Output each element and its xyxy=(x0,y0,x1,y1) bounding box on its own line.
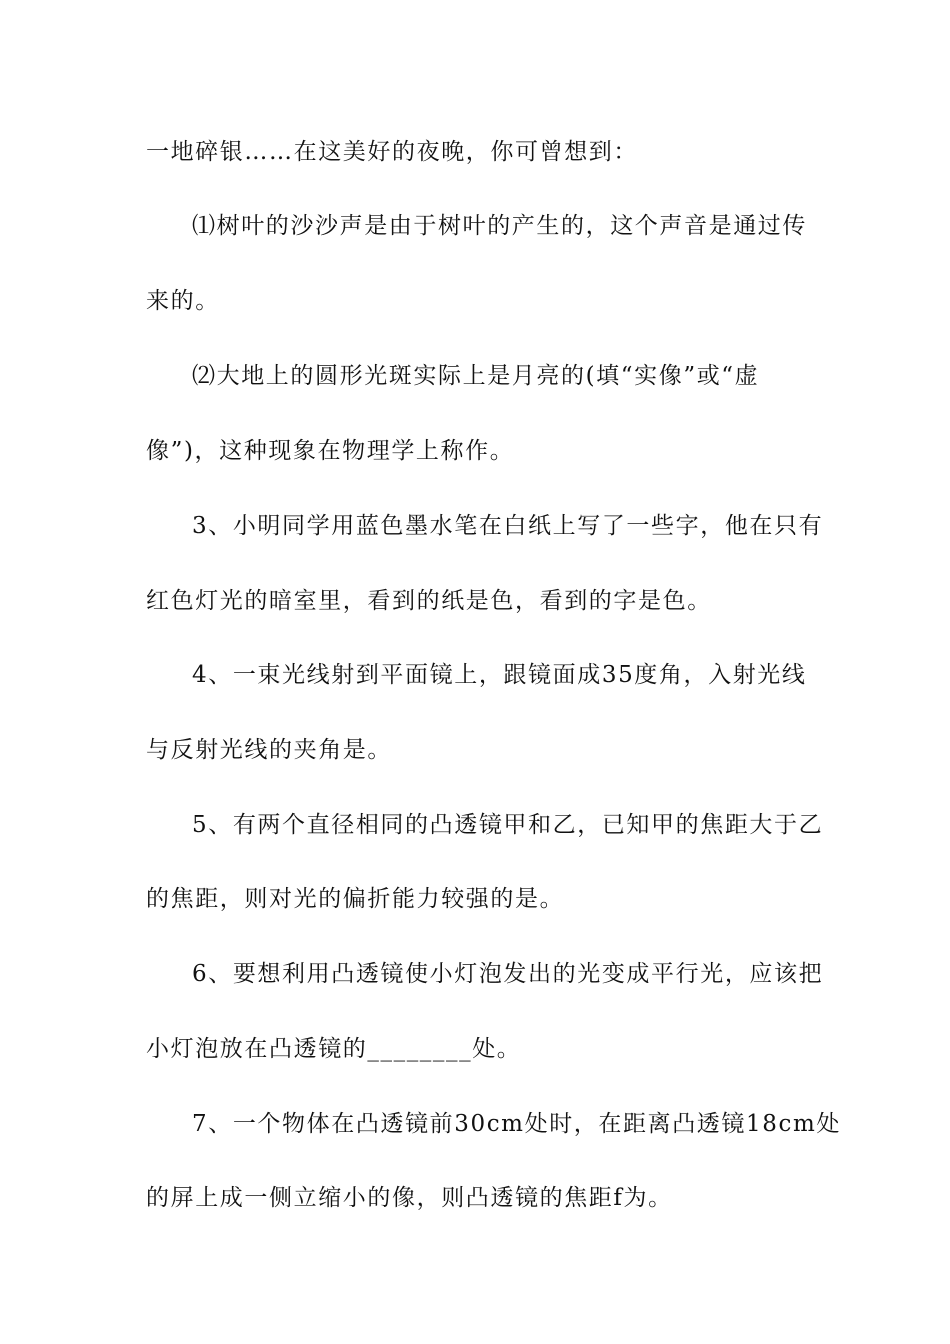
text-line-q3-b: 红色灯光的暗室里，看到的纸是色，看到的字是色。 xyxy=(146,588,712,614)
text-line-q5-b: 的焦距，则对光的偏折能力较强的是。 xyxy=(146,886,565,912)
text-line-q3-a: 3、小明同学用蓝色墨水笔在白纸上写了一些字，他在只有 xyxy=(192,513,824,539)
text-line-q2-part2-b: 像”)，这种现象在物理学上称作。 xyxy=(146,438,515,464)
text-line-q6-a: 6、要想利用凸透镜使小灯泡发出的光变成平行光，应该把 xyxy=(192,961,824,987)
text-line-q2-part1-a: ⑴树叶的沙沙声是由于树叶的产生的，这个声音是通过传 xyxy=(192,213,807,239)
text-line-q4-b: 与反射光线的夹角是。 xyxy=(146,737,392,763)
text-line-q4-a: 4、一束光线射到平面镜上，跟镜面成35度角，入射光线 xyxy=(192,662,807,688)
text-line-q5-a: 5、有两个直径相同的凸透镜甲和乙，已知甲的焦距大于乙 xyxy=(192,812,824,838)
text-line-q6-b: 小灯泡放在凸透镜的________处。 xyxy=(146,1036,522,1062)
text-line-q2-part2-a: ⑵大地上的圆形光斑实际上是月亮的(填“实像”或“虚 xyxy=(192,363,760,389)
text-line-q7-b: 的屏上成一侧立缩小的像，则凸透镜的焦距f为。 xyxy=(146,1185,673,1211)
text-line-intro: 一地碎银……在这美好的夜晚，你可曾想到： xyxy=(146,139,638,165)
text-line-q7-a: 7、一个物体在凸透镜前30cm处时，在距离凸透镜18cm处 xyxy=(192,1111,841,1137)
text-line-q2-part1-b: 来的。 xyxy=(146,288,220,314)
